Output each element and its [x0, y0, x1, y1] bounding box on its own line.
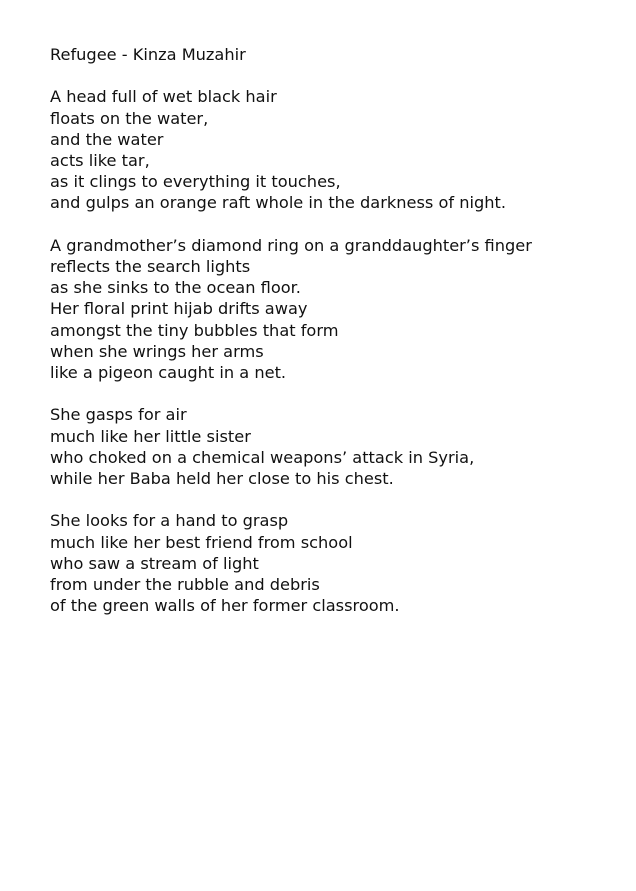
poem-line: while her Baba held her close to his chest.	[50, 469, 394, 489]
poem-line: and the water	[50, 129, 164, 149]
poem-line: like a pigeon caught in a net.	[50, 363, 287, 383]
poem-line: who choked on a chemical weapons’ attack in Syria,	[50, 447, 475, 467]
poem-line: A head full of wet black hair	[50, 87, 277, 107]
poem-line: Her floral print hijab drifts away	[50, 299, 308, 319]
poem-line: acts like tar,	[50, 151, 150, 170]
poem-line: as she sinks to the ocean floor.	[50, 278, 301, 298]
poem-line: reflects the search lights	[50, 257, 251, 276]
poem-line: of the green walls of her former classroom.	[50, 596, 400, 616]
poem-line: She looks for a hand to grasp	[50, 511, 289, 531]
poem-line: when she wrings her arms	[50, 341, 264, 361]
stanza-3	[50, 404, 610, 489]
poem-title: Refugee - Kinza Muzahir	[50, 45, 246, 64]
poem-line: A grandmother’s diamond ring on a granddaughter’s finger	[50, 235, 532, 255]
poem-line: from under the rubble and debris	[50, 575, 320, 595]
poem-line: much like her little sister	[50, 426, 251, 446]
poem-line: amongst the tiny bubbles that form	[50, 320, 339, 340]
poem-line: much like her best friend from school	[50, 532, 353, 552]
poem	[50, 44, 610, 638]
stanza-1	[50, 86, 610, 213]
poem-line: She gasps for air	[50, 405, 187, 425]
poem-line: as it clings to everything it touches,	[50, 172, 341, 192]
poem-line: and gulps an orange raft whole in the darkness of night.	[50, 193, 507, 213]
stanza-4	[50, 510, 610, 616]
stanza-2	[50, 235, 610, 383]
poem-line: floats on the water,	[50, 108, 209, 128]
poem-line: who saw a stream of light	[50, 553, 259, 573]
